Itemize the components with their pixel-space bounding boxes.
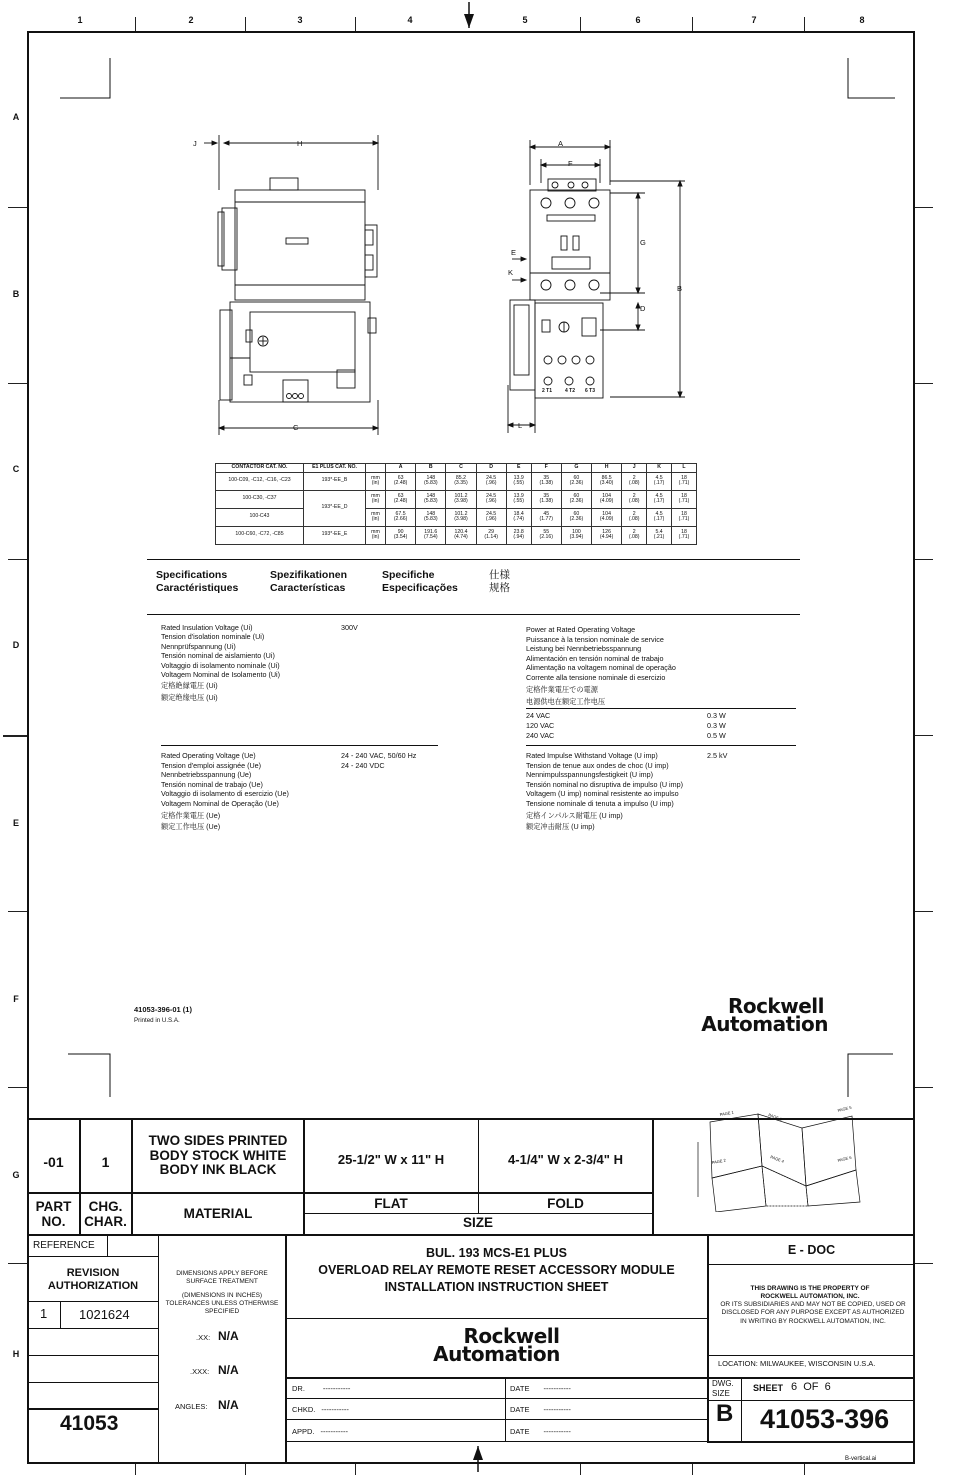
terminal-label-t3: 6 T3	[585, 388, 596, 394]
cell-value: 18.4 (.74)	[506, 508, 531, 526]
zone-row-d: D	[12, 640, 20, 650]
ins-line-2: Nennprüfspannung (Ui)	[161, 641, 236, 651]
cell-value: 4.5 (.17)	[647, 508, 672, 526]
imp-line-0: Rated Impulse Withstand Voltage (U imp)	[526, 751, 658, 760]
side-view-drawing	[190, 130, 390, 435]
tb-logo-line2: Automation	[433, 1342, 560, 1366]
spec-title-it: Specifiche	[382, 569, 435, 581]
imp-line-5: Tensione nominale di tenuta a impulso (U imp)	[526, 798, 674, 808]
cell-value: 2 (.08)	[622, 508, 647, 526]
date-2: DATE -----------	[510, 1405, 571, 1414]
title-line-2: OVERLOAD RELAY REMOTE RESET ACCESSORY MODULE	[318, 1263, 675, 1277]
dim-note-2: (DIMENSIONS IN INCHES) TOLERANCES UNLESS OTHERWISE SPECIFIED	[165, 1292, 279, 1315]
cell-value: 55 (2.16)	[531, 526, 561, 544]
power-row: 24 VAC 0.3 W	[526, 711, 726, 720]
fold-page-3: PAGE 3	[767, 1112, 783, 1122]
chg-char-value: 1	[101, 1154, 110, 1170]
edoc-label: E - DOC	[787, 1243, 836, 1257]
pow-line-5: Corrente alla tensione nominale di esercizio	[526, 672, 666, 682]
imp-line-3: Tensión nominal no disruptiva de impulso (U imp)	[526, 779, 683, 789]
insulation-labels	[161, 623, 280, 702]
flat-size-value: 25-1/2" W x 11" H	[337, 1152, 445, 1167]
dim-label-c: C	[293, 423, 299, 432]
col-d: D	[476, 464, 506, 473]
xxx-value: N/A	[218, 1363, 239, 1377]
cell-value: 148 (5.83)	[416, 508, 446, 526]
title-line-3: INSTALLATION INSTRUCTION SHEET	[384, 1280, 609, 1294]
dim-note-1: DIMENSIONS APPLY BEFORE SURFACE TREATMENT	[176, 1270, 268, 1285]
dim-label-k: K	[508, 268, 514, 277]
revision-number: 1	[40, 1306, 48, 1321]
col-j: J	[622, 464, 647, 473]
cell-value: 35 (1.38)	[531, 490, 561, 508]
ins-line-4: Voltaggio di isolamento nominale (Ui)	[161, 660, 280, 670]
cell-value: 18 (.71)	[672, 526, 697, 544]
col-a: A	[386, 464, 416, 473]
sheet-label: SHEET	[753, 1383, 784, 1393]
cell-value: 104 (4.09)	[592, 490, 622, 508]
zone-col-1: 1	[77, 15, 83, 25]
cell-value: 4.5 (.17)	[647, 490, 672, 508]
fold-size-value: 4-1/4" W x 2-3/4" H	[508, 1152, 623, 1167]
cell-value: 23.8 (.94)	[506, 526, 531, 544]
imp-line-7: 额定冲击耐压 (U imp)	[526, 822, 595, 832]
cell-value: 2 (.08)	[622, 490, 647, 508]
cell-value: 2 (.08)	[622, 526, 647, 544]
cell-contactor: 100-C09, -C12, -C16, -C23	[216, 472, 304, 490]
cell-value: 67.5 (2.66)	[386, 508, 416, 526]
cell-e1: 193*-EE_D	[304, 490, 366, 526]
col-k: K	[647, 464, 672, 473]
cell-value: 60 (2.36)	[561, 472, 591, 490]
op-line-6: 定格作業電圧 (Ue)	[161, 810, 221, 820]
xx-label: .XX:	[196, 1333, 211, 1342]
op-line-2: Nennbetriebsspannung (Ue)	[161, 770, 252, 780]
cell-value: 13.9 (.55)	[506, 472, 531, 490]
angles-label: ANGLES:	[175, 1402, 208, 1411]
doc-title	[286, 1245, 707, 1296]
cell-e1: 193*-EE_B	[304, 472, 366, 490]
pow-line-6: 定格作業電圧での電源	[526, 684, 598, 694]
drawing-number: 41053-396	[760, 1404, 890, 1434]
dr-label: DR. -----------	[292, 1384, 351, 1393]
cell-units: mm (in)	[366, 472, 386, 490]
impulse-labels	[526, 751, 683, 832]
cell-value: 29 (1.14)	[476, 526, 506, 544]
center-arrow-top-icon	[462, 2, 476, 32]
cell-value: 120.4 (4.74)	[446, 526, 476, 544]
material-label: MATERIAL	[183, 1206, 253, 1221]
col-e: E	[506, 464, 531, 473]
cell-value: 90 (3.54)	[386, 526, 416, 544]
cell-units: mm (in)	[366, 490, 386, 508]
angles-value: N/A	[218, 1398, 239, 1412]
impulse-value: 2.5 kV	[707, 751, 728, 760]
crop-mark-top-right	[845, 58, 905, 103]
logo-line2: Automation	[701, 1012, 828, 1036]
zone-col-7: 7	[751, 15, 757, 25]
xx-value: N/A	[218, 1329, 239, 1343]
sheet-value: 6 OF 6	[791, 1381, 831, 1393]
zone-col-4: 4	[407, 15, 413, 25]
col-g: G	[561, 464, 591, 473]
col-units	[366, 464, 386, 473]
table-row	[216, 472, 697, 490]
fold-page-6: PAGE 6	[837, 1154, 852, 1163]
cell-value: 35 (1.38)	[531, 472, 561, 490]
dim-label-e: E	[511, 248, 517, 257]
tb-logo-line1: Rockwell	[463, 1324, 560, 1348]
zone-col-2: 2	[188, 15, 194, 25]
chg-char-label: CHG. CHAR.	[84, 1199, 127, 1229]
dwg-size-value: B	[716, 1400, 734, 1427]
cell-value: 86.5 (3.40)	[592, 472, 622, 490]
col-f: F	[531, 464, 561, 473]
reference-label: REFERENCE	[33, 1240, 95, 1251]
cell-value: 4.5 (.17)	[647, 472, 672, 490]
col-contactor: CONTACTOR CAT. NO.	[216, 464, 304, 473]
crop-mark-top-left	[60, 58, 120, 103]
ins-line-3: Tensión nominal de aislamiento (Ui)	[161, 651, 275, 661]
spec-title-pt: Especificações	[382, 582, 458, 594]
revision-value: 1021624	[79, 1307, 130, 1322]
part-no-value: -01	[43, 1154, 64, 1170]
zone-row-h: H	[12, 1349, 20, 1359]
col-e1: E1 PLUS CAT. NO.	[304, 464, 366, 473]
op-line-4: Voltaggio di isolamento di esercizio (Ue)	[161, 789, 289, 799]
appd-label: APPD. -----------	[292, 1427, 348, 1436]
op-line-7: 额定工作电压 (Ue)	[161, 822, 221, 832]
dim-label-g: G	[640, 238, 646, 247]
imp-line-1: Tension de tenue aux ondes de choc (U imp)	[526, 760, 669, 770]
power-labels	[526, 625, 676, 707]
dim-label-h: H	[297, 139, 303, 148]
cell-value: 60 (2.36)	[561, 490, 591, 508]
pow-line-3: Alimentación en tensión nominal de trabajo	[526, 653, 664, 663]
cell-value: 63 (2.48)	[386, 472, 416, 490]
cell-value: 126 (4.94)	[592, 526, 622, 544]
ins-line-1: Tension d'isolation nominale (Ui)	[161, 632, 265, 642]
dim-label-f: F	[568, 159, 573, 168]
op-line-0: Rated Operating Voltage (Ue)	[161, 751, 256, 760]
cell-contactor: 100-C60, -C72, -C85	[216, 526, 304, 544]
spec-title-fr: Caractéristiques	[156, 582, 239, 594]
operating-labels	[161, 751, 289, 832]
size-label: SIZE	[462, 1215, 493, 1230]
dimension-table	[215, 463, 697, 545]
cell-value: 18 (.71)	[672, 508, 697, 526]
ins-line-5: Voltagem Nominal de Isolamento (Ui)	[161, 670, 281, 680]
cell-value: 100 (3.94)	[561, 526, 591, 544]
insulation-value: 300V	[341, 623, 358, 632]
spec-title-ja: 仕様	[489, 569, 510, 581]
ins-line-0: Rated Insulation Voltage (Ui)	[161, 623, 253, 632]
terminal-label-t2: 4 T2	[565, 388, 576, 394]
cell-units: mm (in)	[366, 508, 386, 526]
col-c: C	[446, 464, 476, 473]
flat-label: FLAT	[374, 1196, 408, 1211]
zone-row-b: B	[12, 289, 20, 299]
date-3: DATE -----------	[510, 1427, 571, 1436]
dim-label-d: D	[640, 304, 646, 313]
zone-col-5: 5	[522, 15, 528, 25]
op-value-1: 24 - 240 VDC	[341, 760, 385, 770]
dim-label-l: L	[518, 421, 523, 430]
cell-value: 104 (4.09)	[592, 508, 622, 526]
ins-line-6: 定格絶縁電圧 (Ui)	[161, 681, 218, 691]
chkd-label: CHKD. -----------	[292, 1405, 349, 1414]
zone-row-a: A	[12, 112, 20, 122]
dim-label-j: J	[193, 139, 197, 148]
document-number: 41053	[60, 1412, 119, 1435]
cell-value: 148 (5.83)	[416, 472, 446, 490]
material-value: TWO SIDES PRINTED BODY STOCK WHITE BODY INK BLACK	[148, 1133, 288, 1177]
cell-value: 101.2 (3.98)	[446, 490, 476, 508]
op-line-1: Tension d'emploi assignée (Ue)	[161, 760, 262, 770]
dwg-size-label: DWG. SIZE	[712, 1379, 734, 1398]
power-rows	[526, 711, 736, 740]
op-value-0: 24 - 240 VAC, 50/60 Hz	[341, 751, 417, 760]
ins-line-7: 额定绝缘电压 (Ui)	[161, 692, 218, 702]
table-row	[216, 526, 697, 544]
table-row	[216, 508, 697, 526]
power-row: 240 VAC 0.5 W	[526, 730, 726, 740]
cell-contactor: 100-C30, -C37	[216, 490, 304, 508]
logo-line1: Rockwell	[727, 994, 824, 1018]
cell-value: 5.4 (.21)	[647, 526, 672, 544]
power-row: 120 VAC 0.3 W	[526, 720, 726, 730]
date-1: DATE -----------	[510, 1384, 571, 1393]
rockwell-logo	[668, 994, 828, 1036]
dim-label-a: A	[558, 139, 564, 148]
property-notice: THIS DRAWING IS THE PROPERTY OF ROCKWELL AUTOMATION, INC.	[750, 1285, 870, 1300]
col-l: L	[672, 464, 697, 473]
table-row	[216, 490, 697, 508]
zone-row-f: F	[13, 994, 19, 1004]
imp-line-6: 定格インパルス耐電圧 (U imp)	[526, 810, 623, 820]
zone-col-3: 3	[297, 15, 303, 25]
fold-page-2: PAGE 2	[711, 1157, 727, 1165]
fold-page-1: PAGE 1	[719, 1109, 735, 1117]
op-line-3: Tensión nominal de trabajo (Ue)	[161, 779, 263, 789]
cell-value: 45 (1.77)	[531, 508, 561, 526]
operating-values	[341, 751, 416, 770]
crop-mark-bottom-left	[68, 1052, 118, 1097]
spec-title-es: Características	[270, 582, 346, 594]
cell-value: 85.2 (3.35)	[446, 472, 476, 490]
cell-value: 191.6 (7.54)	[416, 526, 446, 544]
cell-value: 24.5 (.96)	[476, 508, 506, 526]
fold-page-4: PAGE 4	[769, 1154, 785, 1164]
zone-col-8: 8	[859, 15, 865, 25]
spec-title-zh: 规格	[489, 582, 510, 594]
imp-line-4: Voltagem (U imp) nominal resistente ao impulso	[526, 789, 679, 799]
cell-value: 24.5 (.96)	[476, 472, 506, 490]
op-line-5: Voltagem Nominal de Operação (Ue)	[161, 798, 279, 808]
xxx-label: .XXX:	[190, 1367, 210, 1376]
fold-label: FOLD	[547, 1196, 584, 1211]
revision-auth-label: REVISION AUTHORIZATION	[47, 1267, 139, 1292]
pow-line-1: Puissance à la tension nominale de service	[526, 634, 664, 644]
dim-label-b: B	[677, 284, 683, 293]
cell-value: 63 (2.48)	[386, 490, 416, 508]
cell-value: 2 (.08)	[622, 472, 647, 490]
cell-units: mm (in)	[366, 526, 386, 544]
crop-mark-bottom-right	[845, 1052, 895, 1097]
fold-page-5: PAGE 5	[837, 1104, 852, 1113]
file-name: B-vertical.ai	[845, 1456, 877, 1462]
zone-row-e: E	[12, 818, 19, 828]
cell-value: 13.9 (.55)	[506, 490, 531, 508]
spec-title-de: Spezifikationen	[270, 569, 348, 581]
pow-line-7: 电源供电在额定工作电压	[526, 697, 606, 707]
pow-line-0: Power at Rated Operating Voltage	[526, 625, 636, 634]
title-line-1: BUL. 193 MCS-E1 PLUS	[425, 1246, 567, 1260]
pow-line-4: Alimentação na voltagem nominal de operação	[526, 663, 676, 673]
cell-value: 18 (.71)	[672, 490, 697, 508]
spec-title-en: Specifications	[156, 569, 228, 581]
terminal-label-t1: 2 T1	[542, 388, 553, 394]
location: LOCATION: MILWAUKEE, WISCONSIN U.S.A.	[718, 1359, 876, 1368]
property-notice-2: OR ITS SUBSIDIARIES AND MAY NOT BE COPIED, USED OR DISCLOSED FOR ANY PURPOSE EXCEPT AS AUTHORIZED IN WRITING BY ROCKWELL AUTOMATION, INC.	[720, 1301, 906, 1325]
pow-line-2: Leistung bei Nennbetriebsspannung	[526, 644, 642, 654]
front-view-drawing	[500, 135, 695, 435]
cell-e1: 193*-EE_E	[304, 526, 366, 544]
imp-line-2: Nennimpulsspannungsfestigkeit (U imp)	[526, 770, 654, 780]
col-h: H	[592, 464, 622, 473]
col-b: B	[416, 464, 446, 473]
cell-value: 60 (2.36)	[561, 508, 591, 526]
printed-in: Printed in U.S.A.	[134, 1017, 180, 1024]
dimension-table-header	[216, 464, 697, 473]
part-no-label: PART NO.	[35, 1199, 72, 1229]
zone-col-6: 6	[635, 15, 641, 25]
publication-number: 41053-396-01 (1)	[134, 1005, 192, 1014]
rockwell-logo-titleblock	[286, 1324, 707, 1366]
cell-contactor: 100-C43	[216, 508, 304, 526]
cell-value: 101.2 (3.98)	[446, 508, 476, 526]
cell-value: 148 (5.83)	[416, 490, 446, 508]
cell-value: 18 (.71)	[672, 472, 697, 490]
zone-row-c: C	[12, 464, 20, 474]
cell-value: 24.5 (.96)	[476, 490, 506, 508]
fold-diagram	[680, 1102, 890, 1212]
zone-row-g: G	[12, 1170, 20, 1180]
